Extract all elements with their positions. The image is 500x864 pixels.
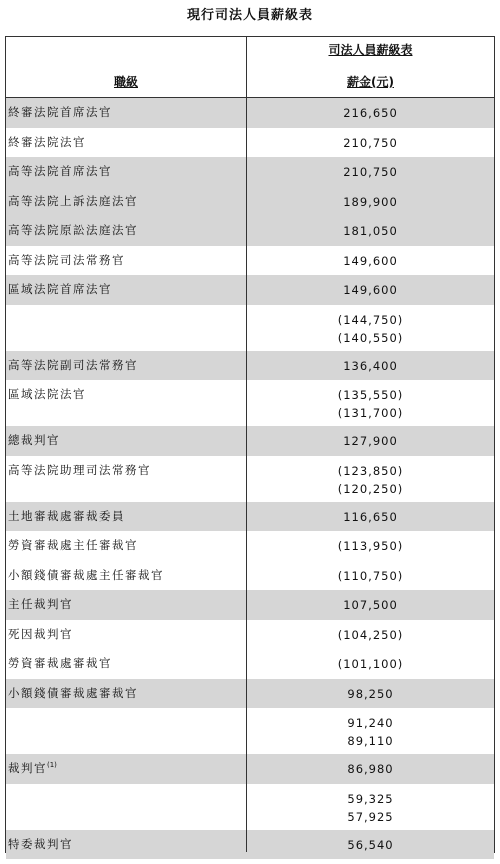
pay-cell bbox=[247, 163, 494, 181]
pay-value: 59,325 bbox=[347, 791, 394, 806]
rank-cell bbox=[8, 462, 151, 478]
pay-cell bbox=[247, 386, 494, 422]
rank-cell bbox=[8, 760, 57, 776]
table-row bbox=[6, 305, 494, 351]
table-row bbox=[6, 620, 494, 650]
rank-text: 高等法院司法常務官 bbox=[8, 252, 125, 267]
rank-cell bbox=[8, 134, 86, 150]
pay-value: (123,850) bbox=[337, 463, 404, 478]
rank-text: 終審法院法官 bbox=[8, 134, 86, 149]
rank-text: 土地審裁處審裁委員 bbox=[8, 508, 125, 523]
table-row bbox=[6, 187, 494, 217]
rank-text: 總裁判官 bbox=[8, 433, 60, 447]
rank-text: 死因裁判官 bbox=[8, 626, 73, 641]
rank-cell bbox=[8, 281, 112, 297]
pay-cell bbox=[247, 281, 494, 299]
rank-cell bbox=[8, 508, 125, 524]
rank-text: 高等法院原訟法庭法官 bbox=[8, 223, 138, 237]
pay-value: 86,980 bbox=[347, 762, 394, 776]
rank-text: 高等法院上訴法庭法官 bbox=[8, 193, 138, 208]
scale-column-header: 司法人員薪級表 bbox=[328, 43, 413, 57]
table-row bbox=[6, 679, 494, 709]
rank-cell bbox=[8, 432, 60, 448]
rank-cell bbox=[8, 222, 138, 238]
pay-cell bbox=[247, 714, 494, 750]
pay-value: (135,550) bbox=[337, 388, 404, 402]
table-row bbox=[6, 216, 494, 246]
pay-value: (131,700) bbox=[337, 406, 404, 420]
rank-text: 特委裁判官 bbox=[8, 836, 73, 851]
table-row bbox=[6, 784, 494, 830]
rank-text: 小額錢債審裁處審裁官 bbox=[8, 685, 138, 700]
pay-value: 91,240 bbox=[347, 716, 394, 730]
pay-value: 116,650 bbox=[343, 509, 398, 524]
rank-cell bbox=[8, 655, 112, 671]
rank-cell bbox=[8, 163, 112, 179]
pay-value: 189,900 bbox=[343, 194, 398, 209]
table-row bbox=[6, 561, 494, 591]
rank-cell bbox=[8, 836, 73, 852]
pay-value: (120,250) bbox=[337, 481, 404, 496]
rank-text: 主任裁判官 bbox=[8, 597, 73, 611]
pay-value: (140,550) bbox=[337, 330, 404, 345]
table-row bbox=[6, 157, 494, 187]
pay-cell bbox=[247, 760, 494, 778]
table-row bbox=[6, 246, 494, 276]
salary-table bbox=[5, 36, 495, 853]
pay-value: 98,250 bbox=[347, 686, 394, 701]
pay-value: (104,250) bbox=[337, 627, 404, 642]
pay-value: 216,650 bbox=[343, 106, 398, 120]
pay-value: (110,750) bbox=[337, 568, 404, 583]
pay-value: 89,110 bbox=[347, 734, 394, 748]
rank-text: 勞資審裁處審裁官 bbox=[8, 656, 112, 670]
rank-text: 終審法院首席法官 bbox=[8, 105, 112, 119]
pay-cell bbox=[247, 222, 494, 240]
rank-cell bbox=[8, 567, 164, 583]
pay-cell bbox=[247, 626, 494, 644]
table-row bbox=[6, 98, 494, 128]
table-row bbox=[6, 502, 494, 532]
pay-cell bbox=[247, 432, 494, 450]
rank-text: 高等法院首席法官 bbox=[8, 164, 112, 178]
table-row bbox=[6, 456, 494, 502]
table-row bbox=[6, 426, 494, 456]
rank-cell bbox=[8, 626, 73, 642]
rank-text: 高等法院助理司法常務官 bbox=[8, 462, 151, 477]
pay-column-header: 薪金(元) bbox=[347, 75, 394, 89]
footnote-marker: (1) bbox=[47, 761, 57, 770]
rank-cell bbox=[8, 537, 138, 553]
pay-cell bbox=[247, 462, 494, 498]
pay-cell bbox=[247, 104, 494, 122]
rank-cell bbox=[8, 357, 138, 373]
pay-cell bbox=[247, 193, 494, 211]
table-row bbox=[6, 590, 494, 620]
pay-value: (144,750) bbox=[337, 312, 404, 327]
pay-cell bbox=[247, 790, 494, 826]
pay-cell bbox=[247, 655, 494, 673]
pay-cell bbox=[247, 134, 494, 152]
table-row bbox=[6, 128, 494, 158]
table-header bbox=[6, 37, 494, 98]
rank-cell bbox=[8, 386, 86, 402]
rank-text: 勞資審裁處主任審裁官 bbox=[8, 538, 138, 552]
pay-cell bbox=[247, 537, 494, 555]
pay-cell bbox=[247, 685, 494, 703]
pay-cell bbox=[247, 836, 494, 854]
rank-column-header: 職級 bbox=[113, 75, 138, 89]
table-row bbox=[6, 531, 494, 561]
rank-text: 裁判官 bbox=[8, 761, 47, 775]
rank-text: 區域法院首席法官 bbox=[8, 282, 112, 296]
pay-value: 181,050 bbox=[343, 224, 398, 238]
table-row bbox=[6, 708, 494, 754]
pay-value: (101,100) bbox=[337, 657, 404, 671]
pay-value: 210,750 bbox=[343, 165, 398, 179]
pay-value: 136,400 bbox=[343, 358, 398, 373]
pay-value: 57,925 bbox=[347, 809, 394, 824]
rank-cell bbox=[8, 193, 138, 209]
pay-cell bbox=[247, 596, 494, 614]
pay-cell bbox=[247, 252, 494, 270]
pay-cell bbox=[247, 567, 494, 585]
pay-value: 107,500 bbox=[343, 598, 398, 612]
pay-cell bbox=[247, 508, 494, 526]
table-row bbox=[6, 380, 494, 426]
page-title: 現行司法人員薪級表 bbox=[186, 8, 313, 23]
table-row bbox=[6, 351, 494, 381]
rank-cell bbox=[8, 596, 73, 612]
pay-cell bbox=[247, 311, 494, 347]
pay-value: 149,600 bbox=[343, 283, 398, 297]
table-row bbox=[6, 830, 494, 860]
table-row bbox=[6, 649, 494, 679]
pay-value: 210,750 bbox=[343, 135, 398, 150]
rank-text: 高等法院副司法常務官 bbox=[8, 357, 138, 372]
table-row bbox=[6, 275, 494, 305]
rank-cell bbox=[8, 104, 112, 120]
pay-value: 127,900 bbox=[343, 434, 398, 448]
rank-text: 區域法院法官 bbox=[8, 387, 86, 401]
column-divider bbox=[246, 37, 247, 852]
pay-value: 56,540 bbox=[347, 837, 394, 852]
table-row bbox=[6, 754, 494, 784]
pay-value: 149,600 bbox=[343, 253, 398, 268]
pay-value: (113,950) bbox=[337, 539, 404, 553]
pay-cell bbox=[247, 357, 494, 375]
rank-cell bbox=[8, 685, 138, 701]
rank-text: 小額錢債審裁處主任審裁官 bbox=[8, 567, 164, 582]
rank-cell bbox=[8, 252, 125, 268]
